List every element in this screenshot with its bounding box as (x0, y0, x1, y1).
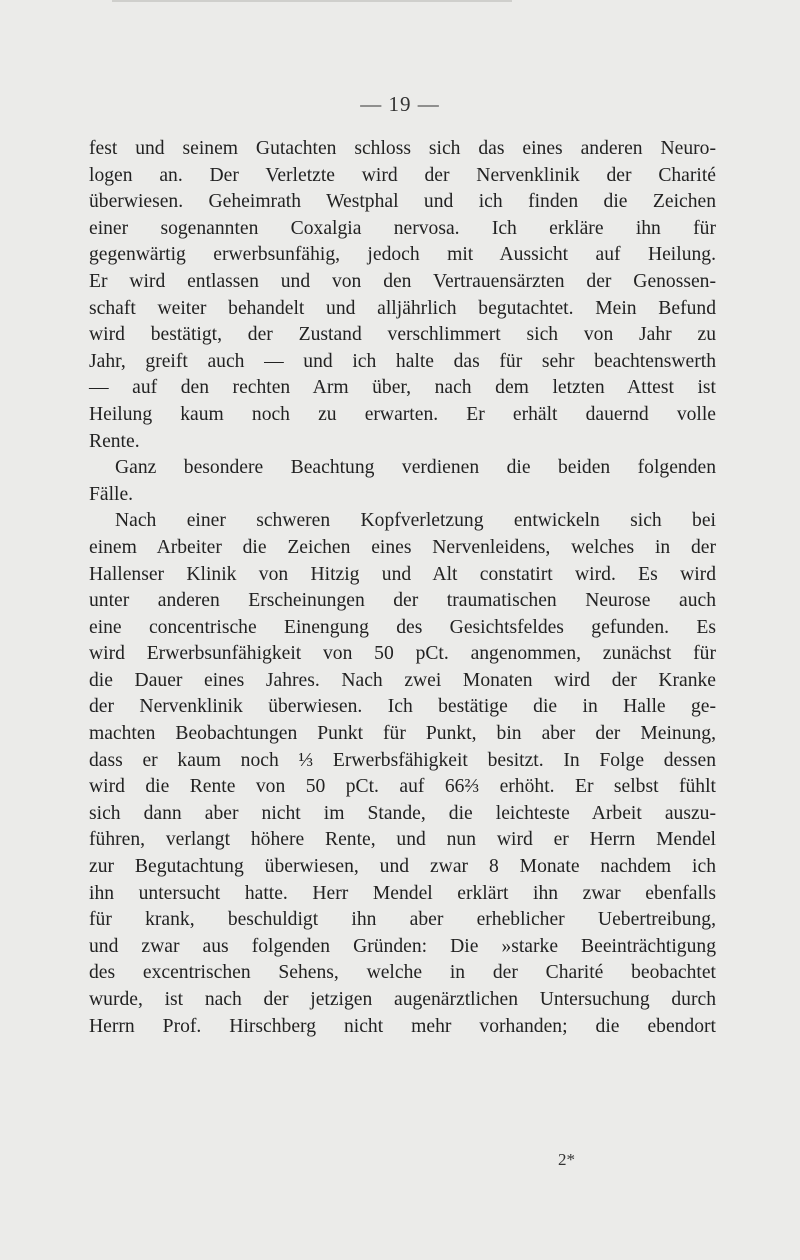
text-line: Hallenser Klinik von Hitzig und Alt constatirt wird. Es wird (89, 563, 716, 585)
text-line: einer sogenannten Coxalgia nervosa. Ich erkläre ihn für (89, 217, 716, 239)
text-line: Rente. (89, 430, 140, 452)
text-line: ihn untersucht hatte. Herr Mendel erklärt ihn zwar ebenfalls (89, 882, 716, 904)
text-line: einem Arbeiter die Zeichen eines Nervenleidens, welches in der (89, 536, 716, 558)
text-line: Herrn Prof. Hirschberg nicht mehr vorhanden; die ebendort (89, 1015, 716, 1037)
text-line: die Dauer eines Jahres. Nach zwei Monaten wird der Kranke (89, 669, 716, 691)
text-line: Fälle. (89, 483, 134, 505)
text-line: überwiesen. Geheimrath Westphal und ich finden die Zeichen (89, 191, 716, 213)
text-line: unter anderen Erscheinungen der traumatischen Neurose auch (89, 590, 716, 612)
text-line: Er wird entlassen und von den Vertrauensärzten der Genossen- (89, 270, 716, 292)
text-line: führen, verlangt höhere Rente, und nun wird er Herrn Mendel (89, 829, 716, 851)
text-line: logen an. Der Verletzte wird der Nervenklinik der Charité (89, 164, 716, 186)
text-line: Ganz besondere Beachtung verdienen die beiden folgenden (115, 457, 716, 479)
text-line: fest und seinem Gutachten schloss sich das eines anderen Neuro- (89, 138, 716, 159)
text-line: schaft weiter behandelt und alljährlich begutachtet. Mein Befund (89, 297, 716, 319)
text-line: wird bestätigt, der Zustand verschlimmert sich von Jahr zu (89, 324, 716, 346)
text-line: Nach einer schweren Kopfverletzung entwickeln sich bei (115, 510, 716, 532)
text-line: gegenwärtig erwerbsunfähig, jedoch mit Aussicht auf Heilung. (89, 244, 716, 266)
text-line: wurde, ist nach der jetzigen augenärztlichen Untersuchung durch (89, 989, 716, 1010)
text-line: für krank, beschuldigt ihn aber erheblicher Uebertreibung, (89, 909, 716, 931)
text-line: wird die Rente von 50 pCt. auf 66⅔ erhöht. Er selbst fühlt (89, 776, 716, 798)
text-line: der Nervenklinik überwiesen. Ich bestätige die in Halle ge- (89, 696, 716, 718)
text-line: Jahr, greift auch — und ich halte das für sehr beachtenswerth (89, 350, 716, 372)
page-number: — 19 — (360, 92, 440, 116)
text-line: sich dann aber nicht im Stande, die leichteste Arbeit auszu- (89, 802, 716, 824)
text-line: eine concentrische Einengung des Gesichtsfeldes gefunden. Es (89, 616, 716, 638)
text-line: Heilung kaum noch zu erwarten. Er erhält dauernd volle (89, 403, 716, 425)
text-line: und zwar aus folgenden Gründen: Die »starke Beeinträchtigung (89, 935, 716, 957)
text-line: machten Beobachtungen Punkt für Punkt, bin aber der Meinung, (89, 723, 716, 745)
signature-mark: 2* (558, 1150, 575, 1169)
body-text (89, 136, 716, 1040)
text-line: dass er kaum noch ⅓ Erwerbsfähigkeit besitzt. In Folge dessen (89, 749, 716, 771)
text-line: wird Erwerbsunfähigkeit von 50 pCt. angenommen, zunächst für (89, 643, 716, 665)
top-edge-rule (112, 0, 512, 2)
text-line: des excentrischen Sehens, welche in der Charité beobachtet (89, 962, 716, 984)
text-line: — auf den rechten Arm über, nach dem letzten Attest ist (89, 377, 716, 399)
text-line: zur Begutachtung überwiesen, und zwar 8 Monate nachdem ich (89, 856, 716, 878)
